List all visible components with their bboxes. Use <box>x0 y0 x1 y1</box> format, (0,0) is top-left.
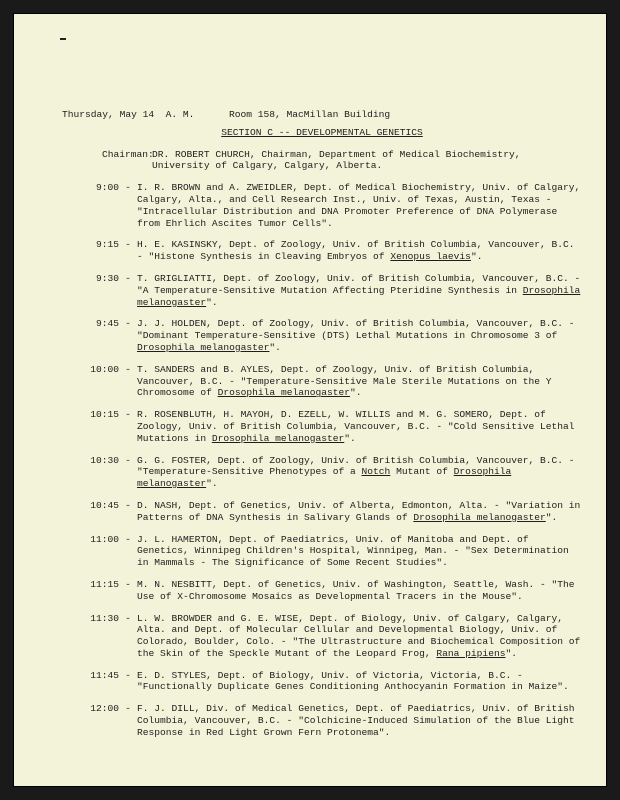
species-name: Drosophila melanogaster <box>137 466 512 490</box>
entry-text-segment: T. SANDERS and B. AYLES, Dept. of Zoology, Univ. of British Columbia, Vancouver, B.C. - "Temperature-Sensitive Male Sterile Mutations on the Y Chromosome of <box>137 363 552 399</box>
entry-dash: - <box>125 454 131 466</box>
session-day-time: Thursday, May 14 A. M. <box>62 109 195 120</box>
entry-text-segment: M. N. NESBITT, Dept. of Genetics, Univ. of Washington, Seattle, Wash. - "The Use of X-Chromosome Mosaics as Developmental Tracers in the Mouse". <box>137 578 575 602</box>
entry-text-segment: R. ROSENBLUTH, H. MAYOH, D. EZELL, W. WILLIS and M. G. SOMERO, Dept. of Zoology, Univ. of British Columbia, Vancouver, B.C. - "Cold Sensitive Lethal Mutations in <box>137 409 575 444</box>
entry-text-segment: I. R. BROWN and A. ZWEIDLER, Dept. of Medical Biochemistry, Univ. of Calgary, Calgary, Alta., and Cell Research Inst., Univ. of Texas, Austin, Texas - "Intracellular Distribution and DNA Promoter Preference of DNA Polymerase from Ehrlich Ascites Tumor Cells". <box>137 182 581 229</box>
entry-dash: - <box>125 363 131 375</box>
entry-time: 9:00 <box>95 182 119 194</box>
schedule-entry <box>62 239 582 263</box>
entry-text-segment: G. G. FOSTER, Dept. of Zoology, Univ. of British Columbia, Vancouver, B.C. - "Temperature-Sensitive Phenotypes of a <box>137 454 575 478</box>
species-name: Drosophila melanogaster <box>137 341 270 353</box>
entry-text-segment: F. J. DILL, Div. of Medical Genetics, Dept. of Paediatrics, Univ. of British Columbia, Vancouver, B.C. - "Colchicine-Induced Simulation of the Blue Light Response in Red Light Grown Fern Protonema". <box>137 703 575 738</box>
species-name: Notch <box>361 466 391 478</box>
entry-time: 11:30 <box>90 612 119 624</box>
entry-text <box>137 534 582 569</box>
entry-text <box>137 409 582 444</box>
program-text <box>62 109 582 739</box>
entry-dash: - <box>125 272 131 284</box>
chairman-block <box>62 149 582 173</box>
entry-text-segment: J. J. HOLDEN, Dept. of Zoology, Univ. of British Columbia, Vancouver, B.C. - "Dominant Temperature-Sensitive (DTS) Lethal Mutations in Chromosome 3 of <box>137 318 575 342</box>
schedule-entry <box>62 500 582 524</box>
entry-text-segment: Mutant of <box>390 466 454 478</box>
entry-text <box>137 318 582 353</box>
entry-text-segment: D. NASH, Dept. of Genetics, Univ. of Alberta, Edmonton, Alta. - "Variation in Patterns of DNA Synthesis in Salivary Glands of <box>137 499 581 523</box>
document-page <box>13 13 607 787</box>
species-name: Rana pipiens <box>436 647 506 659</box>
species-name: Drosophila melanogaster <box>137 284 581 308</box>
species-name: Drosophila melanogaster <box>211 432 345 444</box>
entry-text-segment: E. D. STYLES, Dept. of Biology, Univ. of Victoria, Victoria, B.C. - "Functionally Duplicate Genes Conditioning Anthocyanin Formation in Maize". <box>137 669 569 693</box>
entry-text <box>137 364 582 399</box>
entry-text-segment: ". <box>206 296 218 308</box>
entry-text-segment: ". <box>269 341 281 353</box>
schedule-entry <box>62 364 582 399</box>
entry-text <box>137 703 582 738</box>
chairman-text: DR. ROBERT CHURCH, Chairman, Department of Medical Biochemistry, University of Calgary, Calgary, Alberta. <box>152 148 521 172</box>
entry-dash: - <box>125 703 131 715</box>
schedule-entry <box>62 613 582 660</box>
species-name: Drosophila melanogaster <box>413 511 546 523</box>
chairman-label: Chairman: <box>102 148 154 160</box>
schedule-entry <box>62 409 582 444</box>
entry-text-segment: ". <box>470 251 483 263</box>
entry-time: 11:15 <box>90 578 119 590</box>
entry-dash: - <box>125 578 131 590</box>
entry-text <box>137 613 582 660</box>
entry-time: 12:00 <box>90 703 119 715</box>
entry-text-segment: H. E. KASINSKY, Dept. of Zoology, Univ. of British Columbia, Vancouver, B.C. - "Histone Synthesis in Cleaving Embryos of <box>137 239 575 263</box>
schedule-entry <box>62 534 582 569</box>
entry-time: 9:15 <box>95 239 119 251</box>
species-name: Xenopus laevis <box>390 251 471 263</box>
entry-text <box>137 500 582 524</box>
entry-text-segment: ". <box>545 511 558 523</box>
section-title: SECTION C -- DEVELOPMENTAL GENETICS <box>221 126 423 138</box>
schedule-entry <box>62 703 582 738</box>
entry-text <box>137 273 582 308</box>
species-name: Drosophila melanogaster <box>217 387 351 399</box>
schedule-entry <box>62 670 582 694</box>
schedule-entry <box>62 318 582 353</box>
entry-dash: - <box>125 239 131 251</box>
entry-time: 10:00 <box>90 363 119 375</box>
entry-text-segment: ". <box>505 647 517 659</box>
schedule-entry <box>62 579 582 603</box>
entry-time: 9:45 <box>95 318 119 330</box>
schedule-entry <box>62 273 582 308</box>
entry-text-segment: J. L. HAMERTON, Dept. of Paediatrics, Univ. of Manitoba and Dept. of Genetics, Winnipeg Children's Hospital, Winnipeg, Man. - "Sex Determination in Mammals - The Significance of Some Recent Studies". <box>137 533 569 569</box>
entry-dash: - <box>125 182 131 194</box>
entry-dash: - <box>125 669 131 681</box>
entry-dash: - <box>125 409 131 421</box>
entry-time: 9:30 <box>95 272 119 284</box>
entry-dash: - <box>125 612 131 624</box>
entry-text <box>137 182 582 229</box>
schedule-entry <box>62 182 582 229</box>
entry-text <box>137 579 582 603</box>
entry-text <box>137 455 582 490</box>
entry-time: 11:00 <box>90 533 119 545</box>
entry-text-segment: ". <box>206 478 218 490</box>
entry-text-segment: T. GRIGLIATTI, Dept. of Zoology, Univ. of British Columbia, Vancouver, B.C. - "A Temperature-Sensitive Mutation Affecting Pteridine Synthesis in <box>137 272 581 296</box>
session-header <box>62 109 582 121</box>
entry-text-segment: L. W. BROWDER and G. E. WISE, Dept. of Biology, Univ. of Calgary, Calgary, Alta. and Dept. of Molecular Cellular and Developmental Biology, Univ. of Colorado, Boulder, Colo. - "The Ultrastructure and Biochemical Composition of the Skin of the Speckle Mutant of the Leopard Frog, <box>137 612 581 659</box>
entry-time: 10:30 <box>90 454 119 466</box>
entry-dash: - <box>125 318 131 330</box>
entry-time: 11:45 <box>90 669 119 681</box>
entry-text-segment: ". <box>350 387 362 399</box>
entry-dash: - <box>125 533 131 545</box>
schedule-entry <box>62 455 582 490</box>
entry-time: 10:45 <box>90 499 119 511</box>
entry-text <box>137 670 582 694</box>
entry-text-segment: ". <box>344 432 356 444</box>
ink-mark <box>60 38 66 40</box>
schedule-list <box>62 182 582 738</box>
session-room: Room 158, MacMillan Building <box>228 109 391 120</box>
entry-time: 10:15 <box>90 409 119 421</box>
entry-dash: - <box>125 499 131 511</box>
entry-text <box>137 239 582 263</box>
